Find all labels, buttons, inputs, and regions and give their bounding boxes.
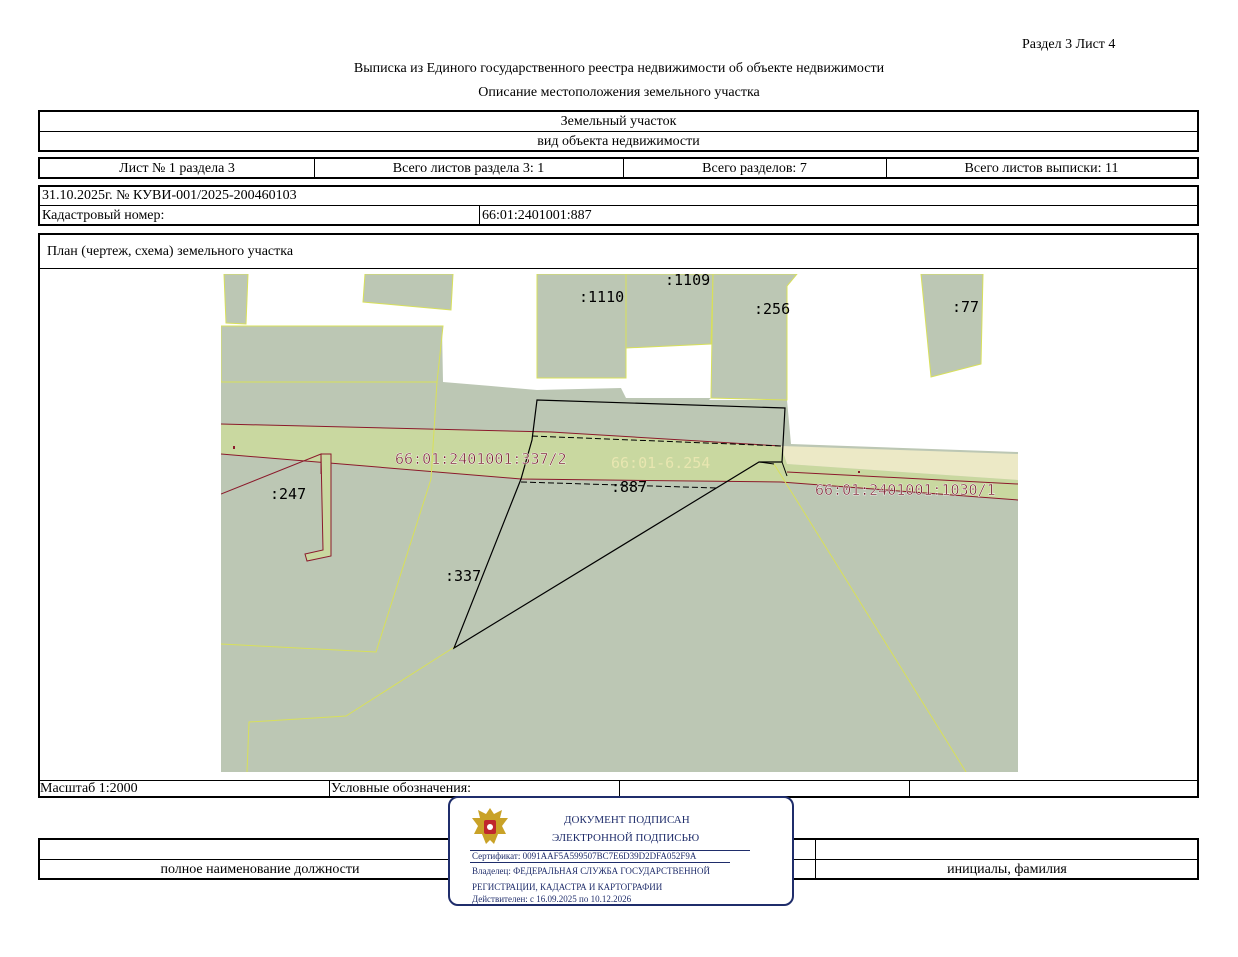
- section-sheet: Раздел 3 Лист 4: [1022, 37, 1116, 52]
- signature-stamp: [448, 796, 794, 906]
- label-337: :337: [445, 567, 482, 585]
- object-type: Земельный участок: [560, 114, 677, 129]
- stamp-line2: ЭЛЕКТРОННОЙ ПОДПИСЬЮ: [552, 832, 700, 844]
- stamp-line1: ДОКУМЕНТ ПОДПИСАН: [564, 814, 690, 826]
- sheet-info-row: [38, 157, 1199, 179]
- document-info-box: [38, 185, 1199, 226]
- cadastral-map: [221, 274, 1018, 772]
- stamp-certificate: Сертификат: 0091AAF5A599507BC7E6D39D2DFA052F9A: [472, 851, 697, 861]
- legend-label: Условные обозначения:: [331, 781, 472, 796]
- date-number: 31.10.2025г. № КУВИ-001/2025-200460103: [42, 188, 297, 203]
- scale: Масштаб 1:2000: [40, 781, 138, 796]
- total-sheets: Всего листов выписки: 11: [964, 161, 1119, 176]
- parcel-top-left: [224, 274, 248, 324]
- label-zone-1030-1: 66:01:2401001:1030/1: [815, 481, 996, 499]
- object-type-box: [38, 110, 1199, 152]
- name-caption: инициалы, фамилия: [947, 862, 1067, 877]
- stamp-valid: Действителен: с 16.09.2025 по 10.12.2026: [472, 894, 632, 904]
- total-sheets-section: Всего листов раздела 3: 1: [392, 161, 545, 176]
- object-type-caption: вид объекта недвижимости: [537, 134, 700, 149]
- plan-title: План (чертеж, схема) земельного участка: [47, 244, 294, 259]
- label-256: :256: [754, 300, 791, 318]
- label-zone-337-2: 66:01:2401001:337/2: [395, 450, 567, 468]
- label-247: :247: [270, 485, 307, 503]
- stamp-owner2: РЕГИСТРАЦИИ, КАДАСТРА И КАРТОГРАФИИ: [472, 882, 663, 892]
- parcel-256: [711, 274, 797, 400]
- sheet-number: Лист № 1 раздела 3: [119, 161, 235, 176]
- position-caption: полное наименование должности: [160, 862, 360, 877]
- label-887: :887: [611, 478, 648, 496]
- cadastral-label: Кадастровый номер:: [42, 208, 165, 223]
- label-77: :77: [952, 298, 980, 316]
- label-1109: :1109: [665, 274, 711, 289]
- total-sections: Всего разделов: 7: [702, 161, 807, 176]
- label-zone-6-254: 66:01-6.254: [611, 454, 711, 472]
- coat-of-arms-icon: [470, 804, 510, 848]
- label-1110: :1110: [579, 288, 625, 306]
- cadastral-number: 66:01:2401001:887: [482, 208, 592, 223]
- document-title: Выписка из Единого государственного реестра недвижимости об объекте недвижимости: [353, 61, 885, 76]
- parcel-77: [921, 274, 983, 377]
- stamp-owner: Владелец: ФЕДЕРАЛЬНАЯ СЛУЖБА ГОСУДАРСТВЕННОЙ: [472, 866, 711, 876]
- document-subtitle: Описание местоположения земельного участка: [478, 85, 760, 100]
- parcel-left-upper: [221, 326, 443, 382]
